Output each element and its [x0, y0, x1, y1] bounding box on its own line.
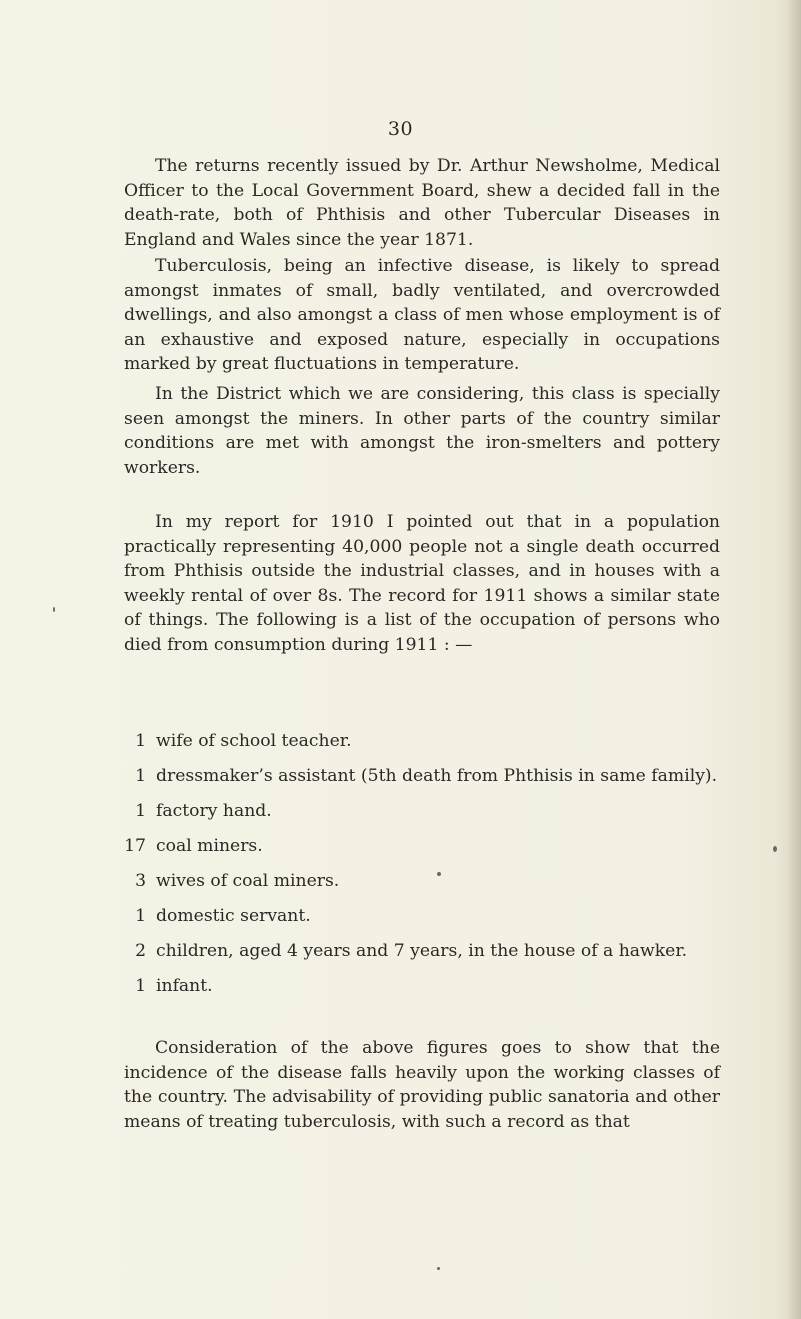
occupation-count: 1: [135, 801, 146, 821]
occupation-description: children, aged 4 years and 7 years, in the house of a hawker.: [156, 941, 688, 961]
paper-speck: [437, 872, 441, 876]
list-item: [124, 799, 764, 834]
page-edge-shadow: [787, 0, 801, 1319]
occupation-count: 2: [135, 941, 146, 961]
occupation-count: 3: [135, 871, 146, 891]
paper-speck: [53, 607, 55, 612]
occupation-description: coal miners.: [156, 836, 263, 856]
occupation-description: wives of coal miners.: [156, 871, 340, 891]
occupation-description: infant.: [156, 976, 213, 996]
list-item: [124, 764, 764, 799]
page-number: 30: [387, 118, 414, 140]
occupation-count: 1: [135, 766, 146, 786]
paragraph-district-miners: In the District which we are considering, this class is specially seen amongst the miners. In other parts of the country similar conditions are met with amongst the iron-smelters and pottery workers.: [124, 384, 720, 478]
occupation-list: [124, 729, 764, 1009]
paragraph-death-rate-returns: The returns recently issued by Dr. Arthur Newsholme, Medical Officer to the Local Government Board, shew a decided fall in the death-rate, both of Phthisis and other Tubercular Diseases in England and Wales since the year 1871.: [124, 156, 720, 250]
paragraph-tuberculosis-spread: Tuberculosis, being an infective disease, is likely to spread amongst inmates of small, badly ventilated, and overcrowded dwellings, and also amongst a class of men whose employment is of an exhaustive and exposed nature, especially in occupations marked by great fluctuations in temperature.: [124, 256, 720, 375]
list-item: [124, 904, 764, 939]
paper-speck: [437, 1267, 440, 1270]
paper-speck: [773, 846, 777, 852]
occupation-count: 1: [135, 906, 146, 926]
list-item: [124, 974, 764, 1009]
paragraph-consideration: Consideration of the above figures goes to show that the incidence of the disease falls heavily upon the working classes of the country. The advisability of providing public sanatoria and other means of treating tuberculosis, with such a record as that: [124, 1038, 720, 1132]
occupation-description: wife of school teacher.: [156, 731, 352, 751]
list-item: [124, 834, 764, 869]
list-item: [124, 939, 764, 974]
occupation-description: dressmaker’s assistant (5th death from Phthisis in same family).: [156, 766, 718, 786]
occupation-count: 1: [135, 976, 146, 996]
list-item: [124, 869, 764, 904]
occupation-description: factory hand.: [156, 801, 272, 821]
occupation-description: domestic servant.: [156, 906, 311, 926]
occupation-count: 1: [135, 731, 146, 751]
list-item: [124, 729, 764, 764]
occupation-count: 17: [124, 836, 146, 856]
paragraph-report-1910: In my report for 1910 I pointed out that in a population practically representing 40,000 people not a single death occurred from Phthisis outside the industrial classes, and in houses with a weekly rental of over 8s. The record for 1911 shows a similar state of things. The following is a list of the occupation of persons who died from consumption during 1911 : —: [124, 512, 720, 655]
